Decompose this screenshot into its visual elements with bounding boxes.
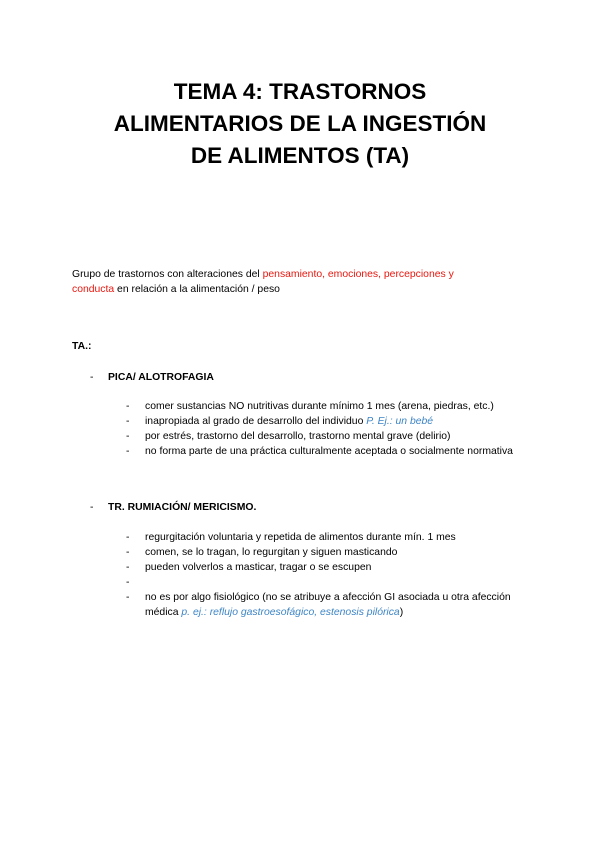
item-text (145, 575, 536, 590)
page-title (40, 76, 560, 172)
intro-paragraph (72, 267, 512, 297)
section-heading-text: TR. RUMIACIÓN/ MERICISMO. (108, 502, 257, 513)
bullet-dash: - (126, 592, 130, 603)
bullet-dash: - (126, 547, 130, 558)
item-example: p. ej.: reflujo gastroesofágico, estenosis pilórica (181, 607, 400, 618)
bullet-dash: - (126, 446, 130, 457)
item-text: inapropiada al grado de desarrollo del individuo (145, 416, 367, 427)
list-item (126, 545, 536, 560)
bullet-dash: - (126, 577, 130, 588)
intro-prefix: Grupo de trastornos con alteraciones del (72, 269, 263, 280)
item-close-paren: ) (399, 607, 404, 618)
item-text: comer sustancias NO nutritivas durante mínimo 1 mes (arena, piedras, etc.) (145, 401, 494, 412)
item-text: por estrés, trastorno del desarrollo, trastorno mental grave (delirio) (145, 431, 451, 442)
list-item (126, 444, 536, 459)
intro-suffix: en relación a la alimentación / peso (114, 284, 280, 295)
list-item (126, 414, 536, 429)
ta-label: TA.: (72, 341, 92, 352)
item-text: no es por algo fisiológico (no se atribuye a afección GI asociada u otra afección médica (145, 592, 511, 618)
title-line-2: ALIMENTARIOS DE LA INGESTIÓN (113, 111, 487, 136)
item-text: comen, se lo tragan, lo regurgitan y siguen masticando (145, 547, 398, 558)
bullet-dash: - (126, 431, 130, 442)
section-list-rumiacion (126, 530, 536, 620)
bullet-dash: - (126, 532, 130, 543)
list-item (126, 530, 536, 545)
title-line-1: TEMA 4: TRASTORNOS (173, 79, 427, 104)
section-heading-text: PICA/ ALOTROFAGIA (108, 372, 214, 383)
section-heading-pica (90, 372, 214, 383)
list-item (126, 590, 536, 620)
bullet-dash: - (126, 562, 130, 573)
section-list-pica (126, 399, 536, 459)
intro-highlight-b: conducta (72, 284, 115, 295)
title-line-3: DE ALIMENTOS (TA) (190, 143, 410, 168)
bullet-dash: - (126, 401, 130, 412)
item-text: regurgitación voluntaria y repetida de alimentos durante mín. 1 mes (145, 532, 456, 543)
list-item (126, 399, 536, 414)
intro-highlight-a: pensamiento, emociones, percepciones y (262, 269, 454, 280)
list-item (126, 429, 536, 444)
bullet-dash: - (90, 502, 94, 513)
item-text: pueden volverlos a masticar, tragar o se escupen (145, 562, 372, 573)
list-item (126, 575, 536, 590)
item-text: no forma parte de una práctica culturalmente aceptada o socialmente normativa (145, 446, 513, 457)
bullet-dash: - (90, 372, 94, 383)
section-heading-rumiacion (90, 502, 256, 513)
list-item (126, 560, 536, 575)
item-example: P. Ej.: un bebé (366, 416, 434, 427)
bullet-dash: - (126, 416, 130, 427)
